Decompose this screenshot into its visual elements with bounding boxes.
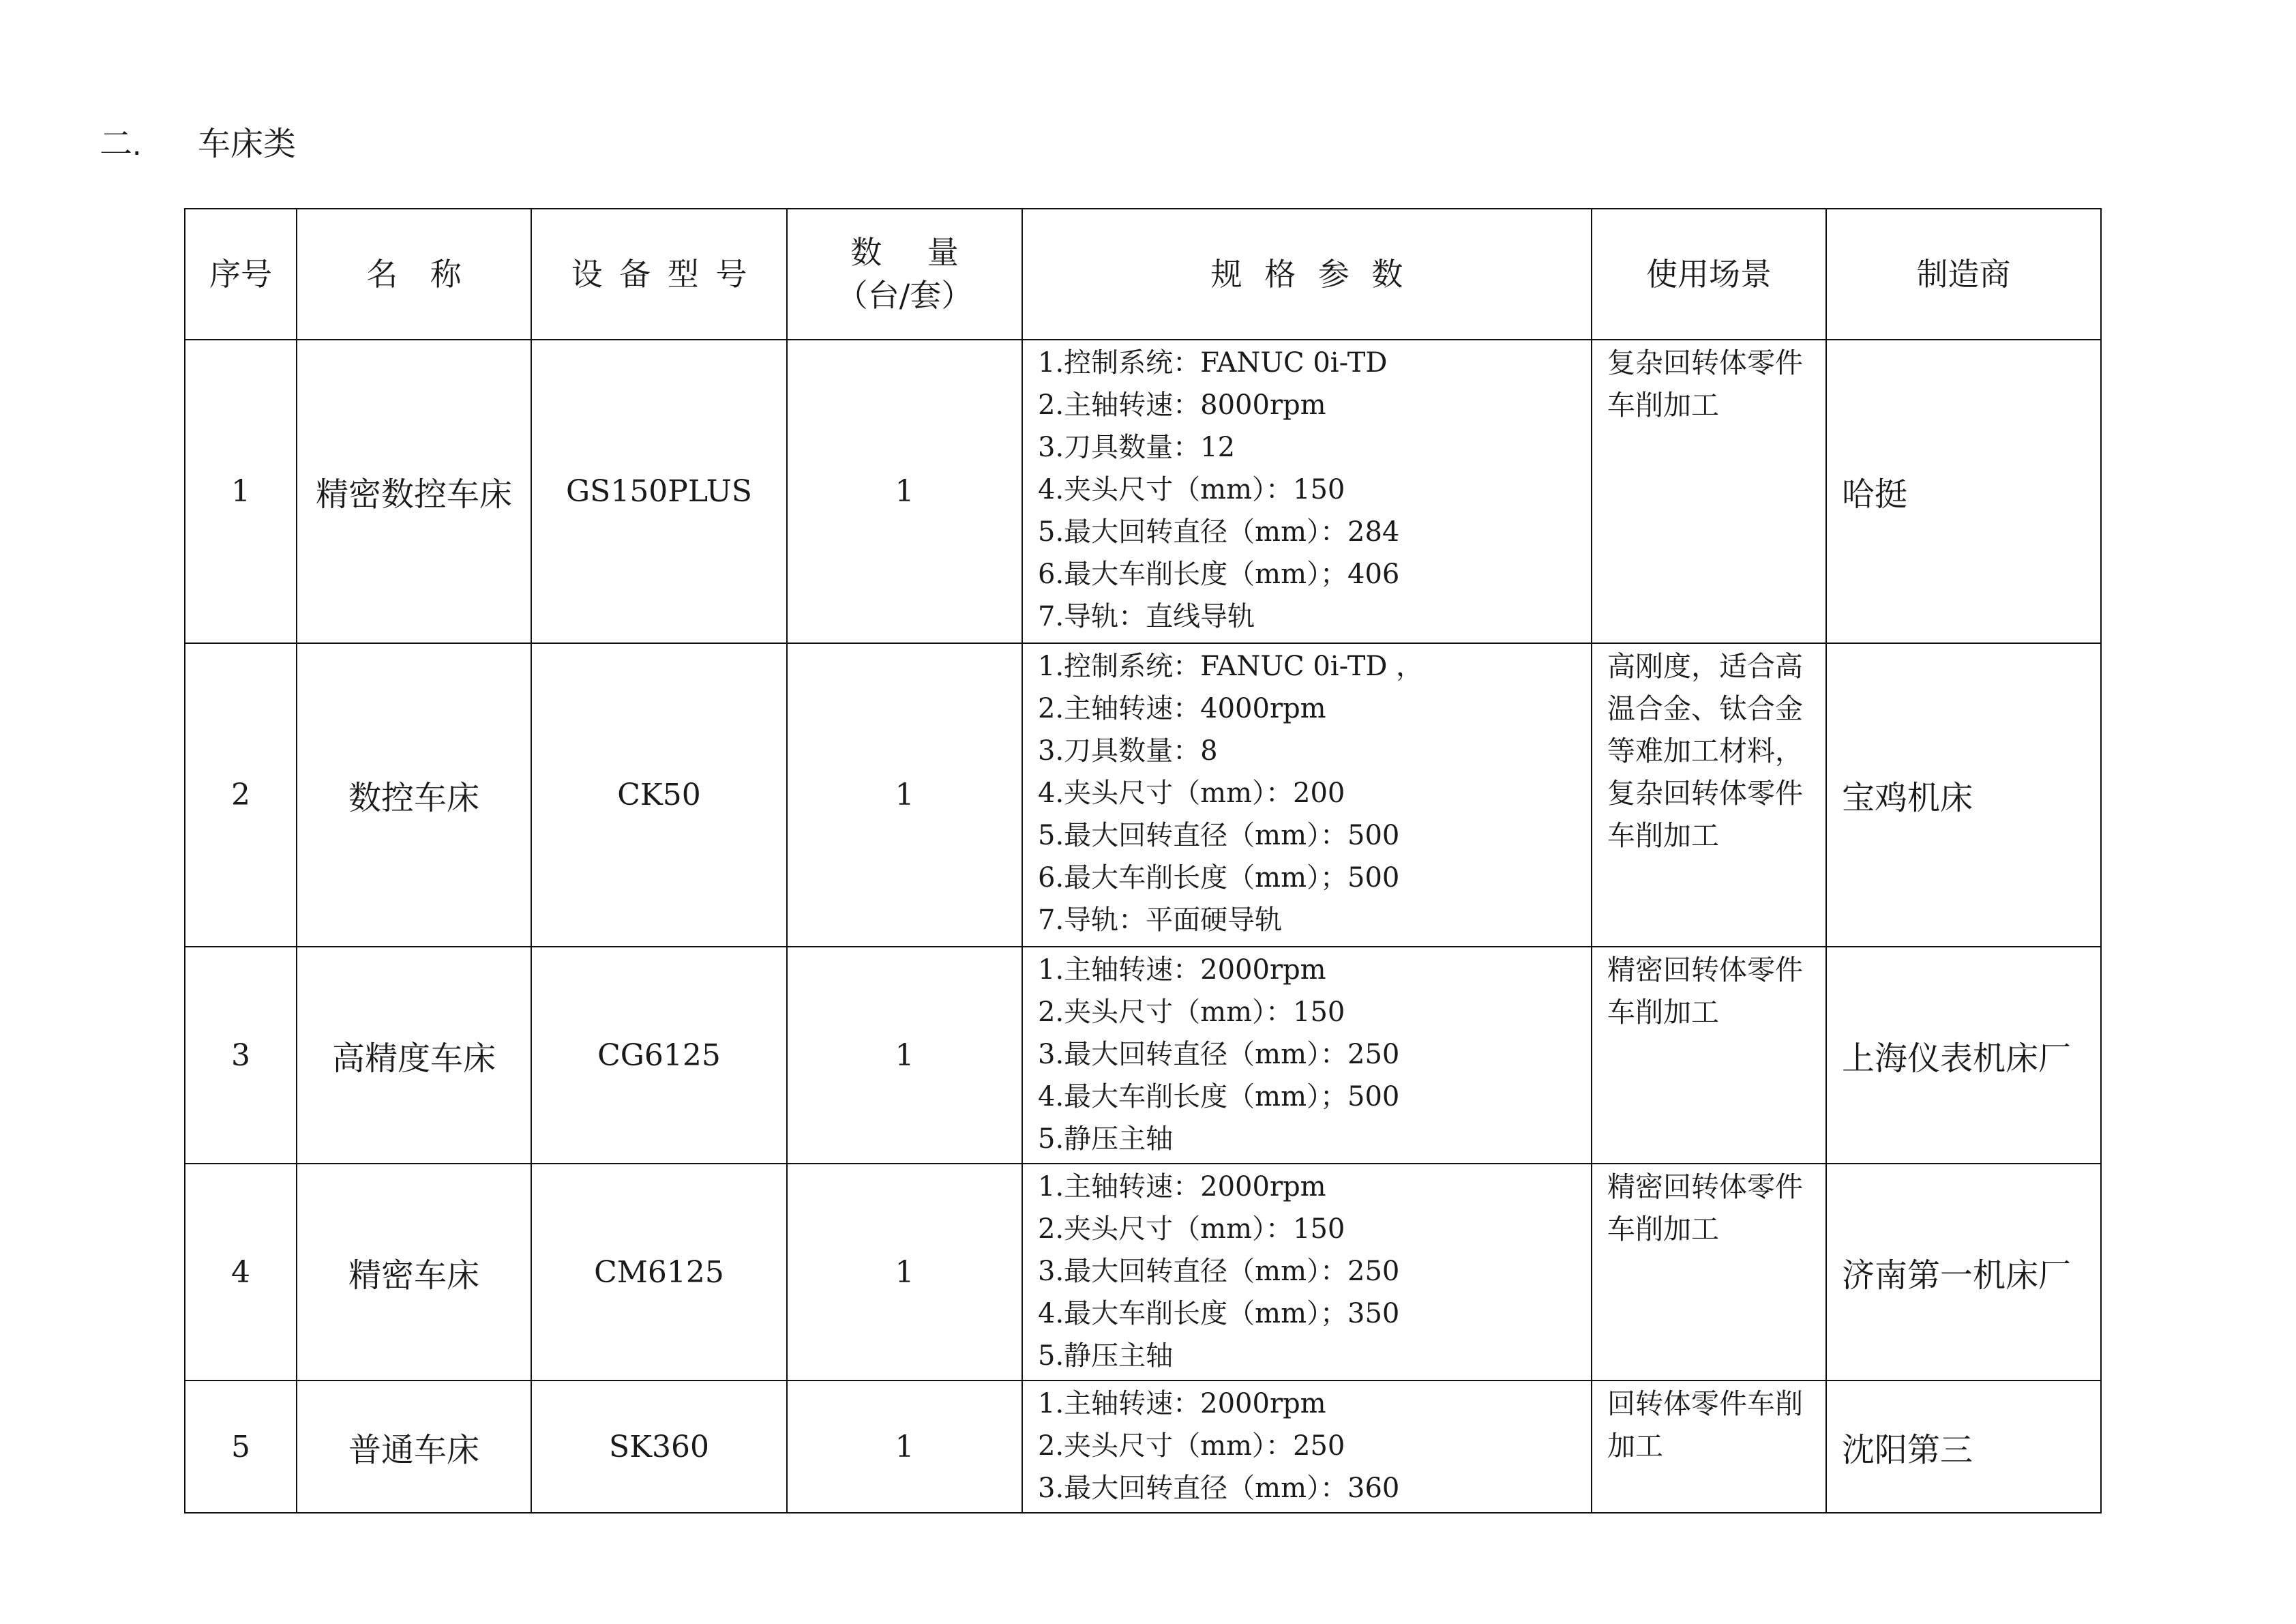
table-row xyxy=(185,340,2101,643)
cell-spec xyxy=(1022,1164,1592,1381)
cell-model: CK50 xyxy=(531,643,787,947)
cell-scenario xyxy=(1592,1164,1826,1381)
spec-line: 4.夹头尺寸（mm）：200 xyxy=(1038,778,1345,809)
scenario-line: 高刚度，适合高 xyxy=(1607,650,1803,683)
header-qty xyxy=(787,209,1022,340)
cell-seq: 2 xyxy=(185,643,297,947)
scenario-line: 加工 xyxy=(1607,1430,1663,1462)
spec-line: 4.最大车削长度（mm）；500 xyxy=(1038,1081,1400,1112)
cell-maker: 沈阳第三 xyxy=(1826,1381,2101,1513)
cell-name: 高精度车床 xyxy=(297,947,531,1164)
scenario-line: 精密回转体零件 xyxy=(1607,1170,1803,1203)
spec-line: 2.夹头尺寸（mm）：250 xyxy=(1038,1430,1345,1462)
header-scenario: 使用场景 xyxy=(1592,209,1826,340)
spec-line: 6.最大车削长度（mm）；500 xyxy=(1038,862,1400,894)
spec-line: 4.最大车削长度（mm）；350 xyxy=(1038,1298,1400,1329)
cell-maker: 上海仪表机床厂 xyxy=(1826,947,2101,1164)
cell-scenario xyxy=(1592,1381,1826,1513)
cell-qty: 1 xyxy=(787,643,1022,947)
cell-scenario xyxy=(1592,947,1826,1164)
cell-maker: 哈挺 xyxy=(1826,340,2101,643)
scenario-line: 车削加工 xyxy=(1607,1213,1719,1245)
cell-model: CG6125 xyxy=(531,947,787,1164)
equipment-table xyxy=(184,208,2102,1514)
header-seq: 序号 xyxy=(185,209,297,340)
cell-model: GS150PLUS xyxy=(531,340,787,643)
cell-qty: 1 xyxy=(787,1381,1022,1513)
table-body xyxy=(185,340,2101,1513)
table-row xyxy=(185,947,2101,1164)
cell-name: 精密车床 xyxy=(297,1164,531,1381)
cell-scenario xyxy=(1592,643,1826,947)
header-qty-unit: （台/套） xyxy=(836,277,973,314)
table-header xyxy=(185,209,2101,340)
spec-line: 3.最大回转直径（mm）：360 xyxy=(1038,1473,1400,1504)
header-qty-label: 数 量 xyxy=(850,234,959,271)
cell-spec xyxy=(1022,340,1592,643)
header-spec: 规 格 参 数 xyxy=(1022,209,1592,340)
spec-line: 6.最大车削长度（mm）；406 xyxy=(1038,559,1400,590)
cell-seq: 1 xyxy=(185,340,297,643)
spec-line: 2.主轴转速：8000rpm xyxy=(1038,389,1326,421)
scenario-line: 复杂回转体零件 xyxy=(1607,777,1803,810)
cell-model: CM6125 xyxy=(531,1164,787,1381)
scenario-line: 温合金、钛合金 xyxy=(1607,692,1803,725)
spec-line: 3.最大回转直径（mm）：250 xyxy=(1038,1256,1400,1287)
spec-line: 2.主轴转速：4000rpm xyxy=(1038,693,1326,724)
cell-spec xyxy=(1022,643,1592,947)
section-title: 车床类 xyxy=(198,126,297,162)
cell-name: 精密数控车床 xyxy=(297,340,531,643)
table-row xyxy=(185,1381,2101,1513)
cell-spec xyxy=(1022,1381,1592,1513)
spec-line: 1.主轴转速：2000rpm xyxy=(1038,1171,1326,1202)
spec-line: 7.导轨：平面硬导轨 xyxy=(1038,904,1283,936)
spec-line: 1.主轴转速：2000rpm xyxy=(1038,954,1326,986)
spec-line: 5.最大回转直径（mm）：284 xyxy=(1038,516,1400,548)
cell-model: SK360 xyxy=(531,1381,787,1513)
spec-line: 2.夹头尺寸（mm）：150 xyxy=(1038,996,1345,1028)
table-row xyxy=(185,1164,2101,1381)
cell-name: 普通车床 xyxy=(297,1381,531,1513)
header-name: 名 称 xyxy=(297,209,531,340)
scenario-line: 等难加工材料， xyxy=(1607,735,1803,767)
table-row xyxy=(185,643,2101,947)
spec-line: 1.控制系统：FANUC 0i-TD xyxy=(1038,347,1388,379)
spec-line: 3.刀具数量：12 xyxy=(1038,432,1236,463)
scenario-line: 复杂回转体零件 xyxy=(1607,346,1803,379)
spec-line: 1.控制系统：FANUC 0i-TD ， xyxy=(1038,651,1424,682)
header-model: 设 备 型 号 xyxy=(531,209,787,340)
spec-line: 5.静压主轴 xyxy=(1038,1340,1174,1372)
cell-name: 数控车床 xyxy=(297,643,531,947)
cell-seq: 4 xyxy=(185,1164,297,1381)
header-row xyxy=(185,209,2101,340)
cell-spec xyxy=(1022,947,1592,1164)
cell-scenario xyxy=(1592,340,1826,643)
cell-qty: 1 xyxy=(787,1164,1022,1381)
section-number: 二. xyxy=(100,126,142,162)
header-maker: 制造商 xyxy=(1826,209,2101,340)
cell-seq: 5 xyxy=(185,1381,297,1513)
cell-maker: 济南第一机床厂 xyxy=(1826,1164,2101,1381)
spec-line: 5.静压主轴 xyxy=(1038,1123,1174,1155)
spec-line: 3.最大回转直径（mm）：250 xyxy=(1038,1039,1400,1070)
cell-qty: 1 xyxy=(787,947,1022,1164)
cell-qty: 1 xyxy=(787,340,1022,643)
scenario-line: 车削加工 xyxy=(1607,996,1719,1029)
scenario-line: 车削加工 xyxy=(1607,819,1719,852)
scenario-line: 回转体零件车削 xyxy=(1607,1387,1803,1420)
spec-line: 3.刀具数量：8 xyxy=(1038,735,1218,767)
spec-line: 7.导轨：直线导轨 xyxy=(1038,601,1255,632)
spec-line: 5.最大回转直径（mm）：500 xyxy=(1038,820,1400,851)
spec-line: 1.主轴转速：2000rpm xyxy=(1038,1388,1326,1419)
cell-maker: 宝鸡机床 xyxy=(1826,643,2101,947)
spec-line: 2.夹头尺寸（mm）：150 xyxy=(1038,1213,1345,1245)
cell-seq: 3 xyxy=(185,947,297,1164)
spec-line: 4.夹头尺寸（mm）：150 xyxy=(1038,474,1345,505)
scenario-line: 精密回转体零件 xyxy=(1607,954,1803,986)
scenario-line: 车削加工 xyxy=(1607,389,1719,422)
